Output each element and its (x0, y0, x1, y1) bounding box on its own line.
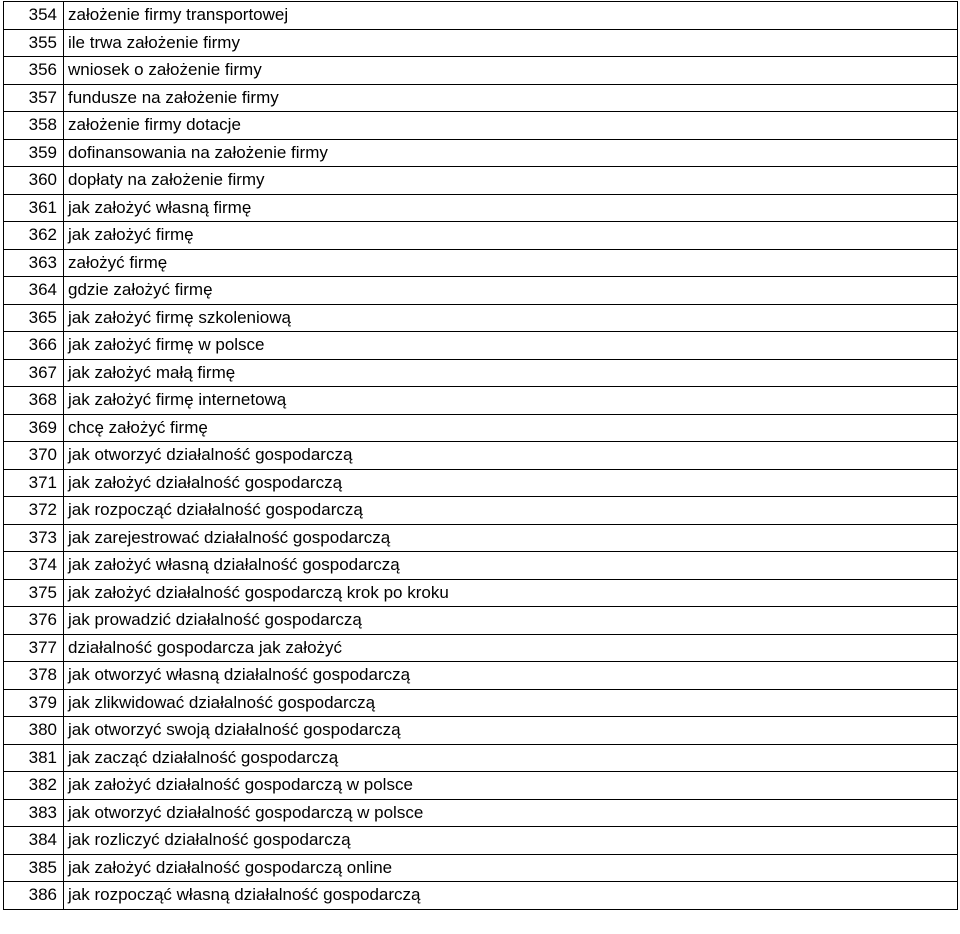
row-number-cell[interactable]: 374 (4, 552, 64, 580)
keyword-cell[interactable]: jak założyć działalność gospodarczą krok po kroku (64, 579, 958, 607)
keyword-cell[interactable]: ile trwa założenie firmy (64, 29, 958, 57)
row-number-cell[interactable]: 361 (4, 194, 64, 222)
row-number-cell[interactable]: 385 (4, 854, 64, 882)
table-row (4, 387, 958, 415)
table-row (4, 29, 958, 57)
table-row (4, 634, 958, 662)
row-number-cell[interactable]: 382 (4, 772, 64, 800)
table-row (4, 772, 958, 800)
row-number-cell[interactable]: 358 (4, 112, 64, 140)
keyword-cell[interactable]: dopłaty na założenie firmy (64, 167, 958, 195)
row-number-cell[interactable]: 364 (4, 277, 64, 305)
table-row (4, 662, 958, 690)
table-row (4, 277, 958, 305)
table-row (4, 414, 958, 442)
keyword-cell[interactable]: jak zarejestrować działalność gospodarczą (64, 524, 958, 552)
row-number-cell[interactable]: 362 (4, 222, 64, 250)
table-row (4, 744, 958, 772)
row-number-cell[interactable]: 375 (4, 579, 64, 607)
table-row (4, 442, 958, 470)
keyword-cell[interactable]: jak założyć firmę w polsce (64, 332, 958, 360)
keyword-cell[interactable]: gdzie założyć firmę (64, 277, 958, 305)
keyword-cell[interactable]: jak otworzyć działalność gospodarczą (64, 442, 958, 470)
table-row (4, 552, 958, 580)
row-number-cell[interactable]: 360 (4, 167, 64, 195)
row-number-cell[interactable]: 367 (4, 359, 64, 387)
keyword-cell[interactable]: jak założyć firmę szkoleniową (64, 304, 958, 332)
row-number-cell[interactable]: 376 (4, 607, 64, 635)
table-row (4, 854, 958, 882)
table-row (4, 689, 958, 717)
keyword-cell[interactable]: jak założyć działalność gospodarczą (64, 469, 958, 497)
row-number-cell[interactable]: 356 (4, 57, 64, 85)
table-row (4, 2, 958, 30)
row-number-cell[interactable]: 357 (4, 84, 64, 112)
row-number-cell[interactable]: 366 (4, 332, 64, 360)
keyword-cell[interactable]: jak założyć małą firmę (64, 359, 958, 387)
table-row (4, 332, 958, 360)
row-number-cell[interactable]: 373 (4, 524, 64, 552)
keyword-cell[interactable]: jak rozliczyć działalność gospodarczą (64, 827, 958, 855)
table-row (4, 607, 958, 635)
keyword-cell[interactable]: jak zlikwidować działalność gospodarczą (64, 689, 958, 717)
table-row (4, 799, 958, 827)
keyword-cell[interactable]: założenie firmy dotacje (64, 112, 958, 140)
row-number-cell[interactable]: 384 (4, 827, 64, 855)
table-row (4, 194, 958, 222)
row-number-cell[interactable]: 381 (4, 744, 64, 772)
table-row (4, 57, 958, 85)
keyword-cell[interactable]: jak założyć własną działalność gospodarczą (64, 552, 958, 580)
table-row (4, 524, 958, 552)
row-number-cell[interactable]: 383 (4, 799, 64, 827)
row-number-cell[interactable]: 363 (4, 249, 64, 277)
keyword-cell[interactable]: założenie firmy transportowej (64, 2, 958, 30)
row-number-cell[interactable]: 355 (4, 29, 64, 57)
table-row (4, 882, 958, 910)
row-number-cell[interactable]: 365 (4, 304, 64, 332)
table-row (4, 469, 958, 497)
keyword-cell[interactable]: dofinansowania na założenie firmy (64, 139, 958, 167)
table-row (4, 497, 958, 525)
row-number-cell[interactable]: 354 (4, 2, 64, 30)
table-row (4, 167, 958, 195)
table-row (4, 304, 958, 332)
row-number-cell[interactable]: 377 (4, 634, 64, 662)
keyword-cell[interactable]: fundusze na założenie firmy (64, 84, 958, 112)
row-number-cell[interactable]: 359 (4, 139, 64, 167)
keyword-cell[interactable]: jak założyć własną firmę (64, 194, 958, 222)
keyword-cell[interactable]: jak otworzyć własną działalność gospodarczą (64, 662, 958, 690)
keyword-cell[interactable]: wniosek o założenie firmy (64, 57, 958, 85)
row-number-cell[interactable]: 386 (4, 882, 64, 910)
table-row (4, 359, 958, 387)
keyword-cell[interactable]: jak założyć firmę internetową (64, 387, 958, 415)
table-row (4, 222, 958, 250)
table-row (4, 717, 958, 745)
keyword-cell[interactable]: jak otworzyć swoją działalność gospodarczą (64, 717, 958, 745)
table-row (4, 579, 958, 607)
keyword-cell[interactable]: jak zacząć działalność gospodarczą (64, 744, 958, 772)
keyword-cell[interactable]: założyć firmę (64, 249, 958, 277)
row-number-cell[interactable]: 369 (4, 414, 64, 442)
row-number-cell[interactable]: 371 (4, 469, 64, 497)
table-row (4, 249, 958, 277)
keyword-table (3, 1, 958, 910)
row-number-cell[interactable]: 372 (4, 497, 64, 525)
keyword-cell[interactable]: jak rozpocząć działalność gospodarczą (64, 497, 958, 525)
keyword-cell[interactable]: chcę założyć firmę (64, 414, 958, 442)
row-number-cell[interactable]: 380 (4, 717, 64, 745)
table-row (4, 84, 958, 112)
keyword-cell[interactable]: jak założyć działalność gospodarczą online (64, 854, 958, 882)
table-row (4, 827, 958, 855)
keyword-cell[interactable]: jak otworzyć działalność gospodarczą w polsce (64, 799, 958, 827)
keyword-table-body (4, 2, 958, 910)
row-number-cell[interactable]: 370 (4, 442, 64, 470)
keyword-cell[interactable]: jak założyć firmę (64, 222, 958, 250)
keyword-cell[interactable]: działalność gospodarcza jak założyć (64, 634, 958, 662)
table-row (4, 139, 958, 167)
keyword-cell[interactable]: jak założyć działalność gospodarczą w polsce (64, 772, 958, 800)
keyword-cell[interactable]: jak prowadzić działalność gospodarczą (64, 607, 958, 635)
keyword-cell[interactable]: jak rozpocząć własną działalność gospodarczą (64, 882, 958, 910)
row-number-cell[interactable]: 368 (4, 387, 64, 415)
row-number-cell[interactable]: 379 (4, 689, 64, 717)
row-number-cell[interactable]: 378 (4, 662, 64, 690)
table-row (4, 112, 958, 140)
